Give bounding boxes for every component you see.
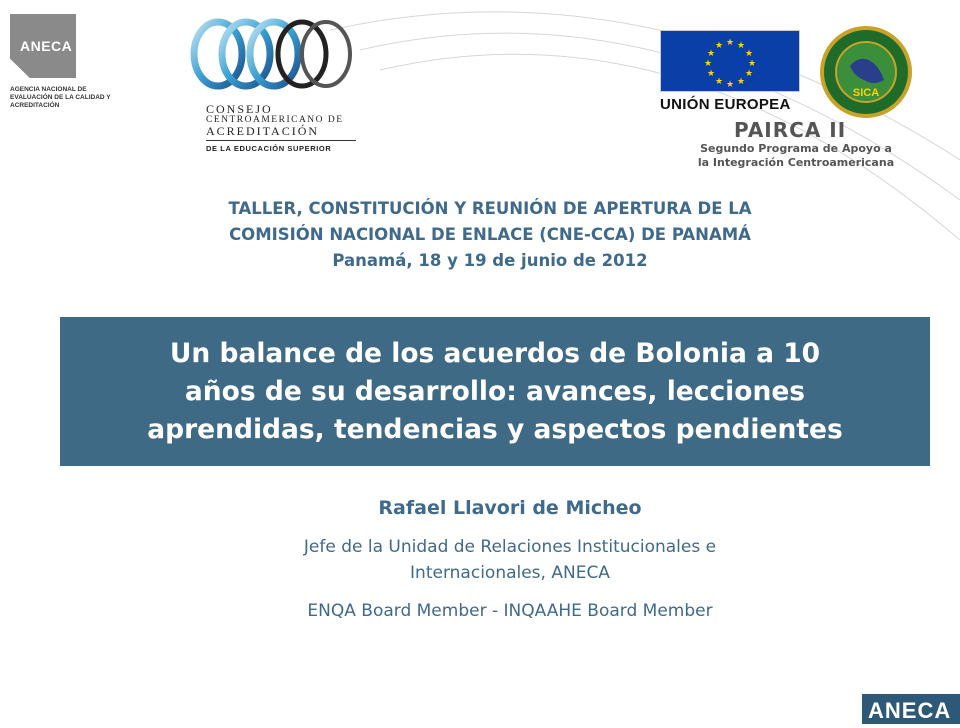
pairca-subtitle-2: la Integración Centroamericana <box>697 156 895 169</box>
svg-text:★: ★ <box>714 77 724 87</box>
author-role-line-2: Internacionales, ANECA <box>410 563 610 583</box>
pairca-subtitle-1: Segundo Programa de Apoyo a <box>700 142 892 155</box>
aneca-logo <box>10 14 120 124</box>
svg-text:★: ★ <box>736 77 746 87</box>
footer-aneca-logo: ANECA <box>862 694 960 724</box>
cca-line-1: CONSEJO <box>206 102 273 116</box>
author-boards: ENQA Board Member - INQAAHE Board Member <box>307 601 713 621</box>
eu-label: UNIÓN EUROPEA <box>660 96 791 113</box>
pairca-title: PAIRCA II <box>734 118 847 142</box>
cca-line-3: ACREDITACIÓN <box>206 124 320 138</box>
author-block <box>190 494 830 624</box>
author-role-line-1: Jefe de la Unidad de Relaciones Institucionales e <box>303 537 717 557</box>
title-line-1: Un balance de los acuerdos de Bolonia a 10 <box>169 337 821 369</box>
svg-text:★: ★ <box>706 69 716 79</box>
pairca-logo <box>676 118 916 170</box>
svg-text:★: ★ <box>703 59 713 69</box>
event-date: Panamá, 18 y 19 de junio de 2012 <box>332 251 648 270</box>
sica-seal-icon <box>820 26 912 118</box>
cca-logo-text <box>206 104 356 153</box>
event-line-2: COMISIÓN NACIONAL DE ENLACE (CNE-CCA) DE PANAMÁ <box>229 225 751 244</box>
author-name: Rafael Llavori de Micheo <box>378 497 642 519</box>
presentation-title-box <box>60 317 930 466</box>
cca-logo <box>186 12 356 162</box>
eu-flag-icon <box>660 30 800 92</box>
cca-rings-icon <box>186 12 356 102</box>
sica-seal-text: SICA <box>852 87 880 99</box>
presentation-title <box>65 335 925 449</box>
svg-text:★: ★ <box>744 69 754 79</box>
svg-text:★: ★ <box>744 49 754 59</box>
aneca-logo-subtitle: AGENCIA NACIONAL DE EVALUACIÓN DE LA CALIDAD Y ACREDITACIÓN <box>10 86 111 109</box>
svg-text:★: ★ <box>714 41 724 51</box>
cca-line-2: CENTROAMERICANO DE <box>206 115 344 125</box>
eu-stars-icon <box>661 31 799 91</box>
title-line-2: años de su desarrollo: avances, lecciones <box>184 375 806 407</box>
eu-logo <box>660 30 800 113</box>
cca-line-4: DE LA EDUCACIÓN SUPERIOR <box>206 140 356 153</box>
aneca-logo-text: ANECA <box>20 38 73 54</box>
svg-text:★: ★ <box>725 38 735 48</box>
title-line-3: aprendidas, tendencias y aspectos pendientes <box>147 413 843 445</box>
event-heading <box>60 196 920 274</box>
svg-text:★: ★ <box>736 41 746 51</box>
event-line-1: TALLER, CONSTITUCIÓN Y REUNIÓN DE APERTURA DE LA <box>228 199 752 218</box>
svg-text:★: ★ <box>706 49 716 59</box>
svg-text:★: ★ <box>747 59 757 69</box>
svg-text:★: ★ <box>725 80 735 90</box>
author-role <box>190 534 830 586</box>
